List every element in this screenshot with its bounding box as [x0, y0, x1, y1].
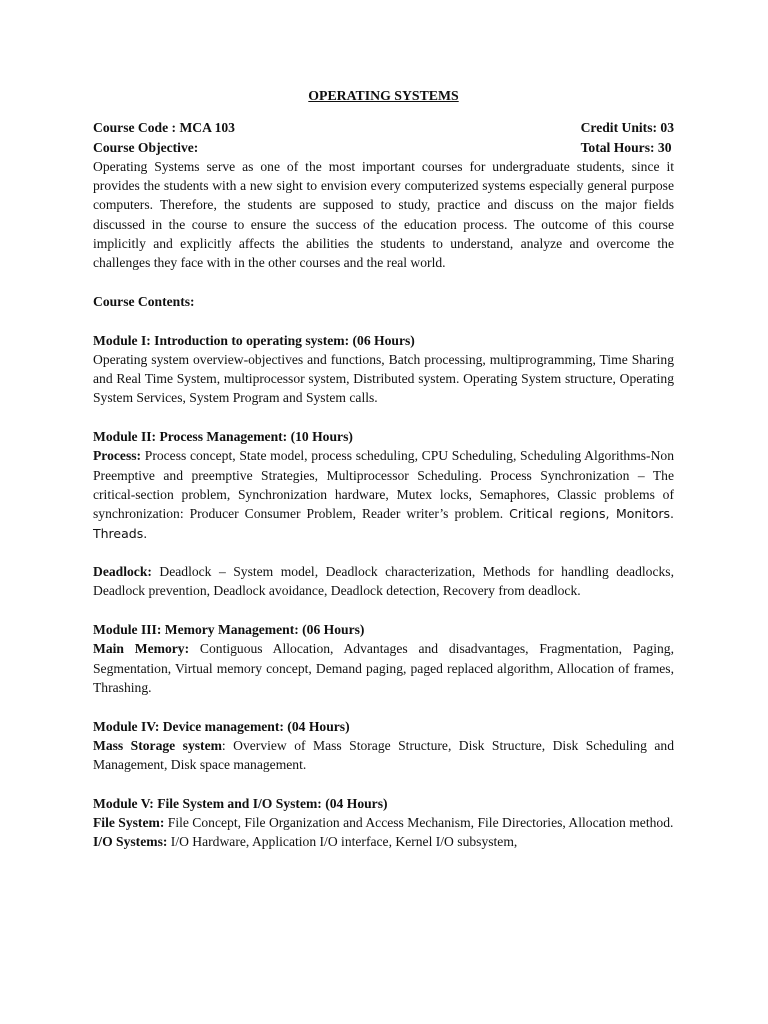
- module4-paragraph: [93, 736, 674, 775]
- io-systems-text: I/O Hardware, Application I/O interface, Kernel I/O subsystem,: [167, 834, 518, 850]
- mass-storage-label: Mass Storage system: [93, 737, 222, 753]
- file-system-text: File Concept, File Organization and Access Mechanism, File Directories, Allocation method.: [164, 814, 674, 830]
- deadlock-label: Deadlock:: [93, 564, 152, 580]
- module1-heading: Module I: Introduction to operating system: (06 Hours): [93, 332, 415, 348]
- deadlock-text: Deadlock – System model, Deadlock characterization, Methods for handling deadlocks, Deadlock prevention, Deadlock avoidance, Deadlock detection, Recovery from deadlock.: [93, 564, 674, 599]
- module5-fs-paragraph: [93, 813, 674, 832]
- course-code: Course Code : MCA 103: [93, 120, 235, 136]
- credit-units: Credit Units: 03: [580, 120, 674, 136]
- main-memory-text: Contiguous Allocation, Advantages and disadvantages, Fragmentation, Paging, Segmentation, Virtual memory concept, Demand paging, paged replaced algorithm, Allocation of frames, Thrashing.: [93, 641, 674, 695]
- module2-deadlock-paragraph: [93, 562, 674, 601]
- objective-text: Operating Systems serve as one of the most important courses for undergraduate students, since it provides the students with a new sight to envision every computerized systems especially general purpose computers. Therefore, the students are supposed to study, practice and discuss on the major fields discussed in the course to ensure the success of the education process. The outcome of this course implicitly and explicitly affects the abilities the students to understand, analyze and overcome the challenges they face with in the other courses and the real world.: [93, 158, 674, 271]
- module5-heading: Module V: File System and I/O System: (04 Hours): [93, 795, 388, 811]
- io-systems-label: I/O Systems:: [93, 834, 168, 850]
- module3-heading: Module III: Memory Management: (06 Hours): [93, 622, 365, 638]
- total-hours: Total Hours: 30: [580, 139, 672, 155]
- process-text: Process concept, State model, process scheduling, CPU Scheduling, Scheduling Algorithms-Non Preemptive and preemptive Strategies, Multiprocessor Scheduling. Process Synchronization – The critical-section problem, Synchronization hardware, Mutex locks, Semaphores, Classic problems of synchronization: Producer Consumer Problem, Reader writer’s problem.: [93, 448, 674, 522]
- process-tail: Critical regions, Monitors. Threads.: [93, 506, 675, 541]
- page-title: OPERATING SYSTEMS: [308, 88, 459, 103]
- module1-text: Operating system overview-objectives and functions, Batch processing, multiprogramming, Time Sharing and Real Time System, multiprocessor system, Distributed system. Operating System structure, Operating System Services, System Program and System calls.: [93, 351, 674, 406]
- module2-process-paragraph: [93, 446, 674, 542]
- module3-paragraph: [93, 639, 674, 697]
- course-units: [581, 118, 674, 157]
- process-label: Process:: [93, 448, 142, 464]
- module2-heading: Module II: Process Management: (10 Hours): [93, 429, 353, 445]
- module5-io-paragraph: [93, 832, 674, 851]
- mass-storage-text: : Overview of Mass Storage Structure, Disk Structure, Disk Scheduling and Management, Disk space management.: [93, 737, 674, 773]
- contents-heading: Course Contents:: [93, 293, 195, 309]
- main-memory-label: Main Memory:: [93, 641, 190, 657]
- objective-heading: Course Objective:: [93, 139, 199, 155]
- file-system-label: File System:: [93, 814, 165, 830]
- module4-heading: Module IV: Device management: (04 Hours): [93, 718, 350, 734]
